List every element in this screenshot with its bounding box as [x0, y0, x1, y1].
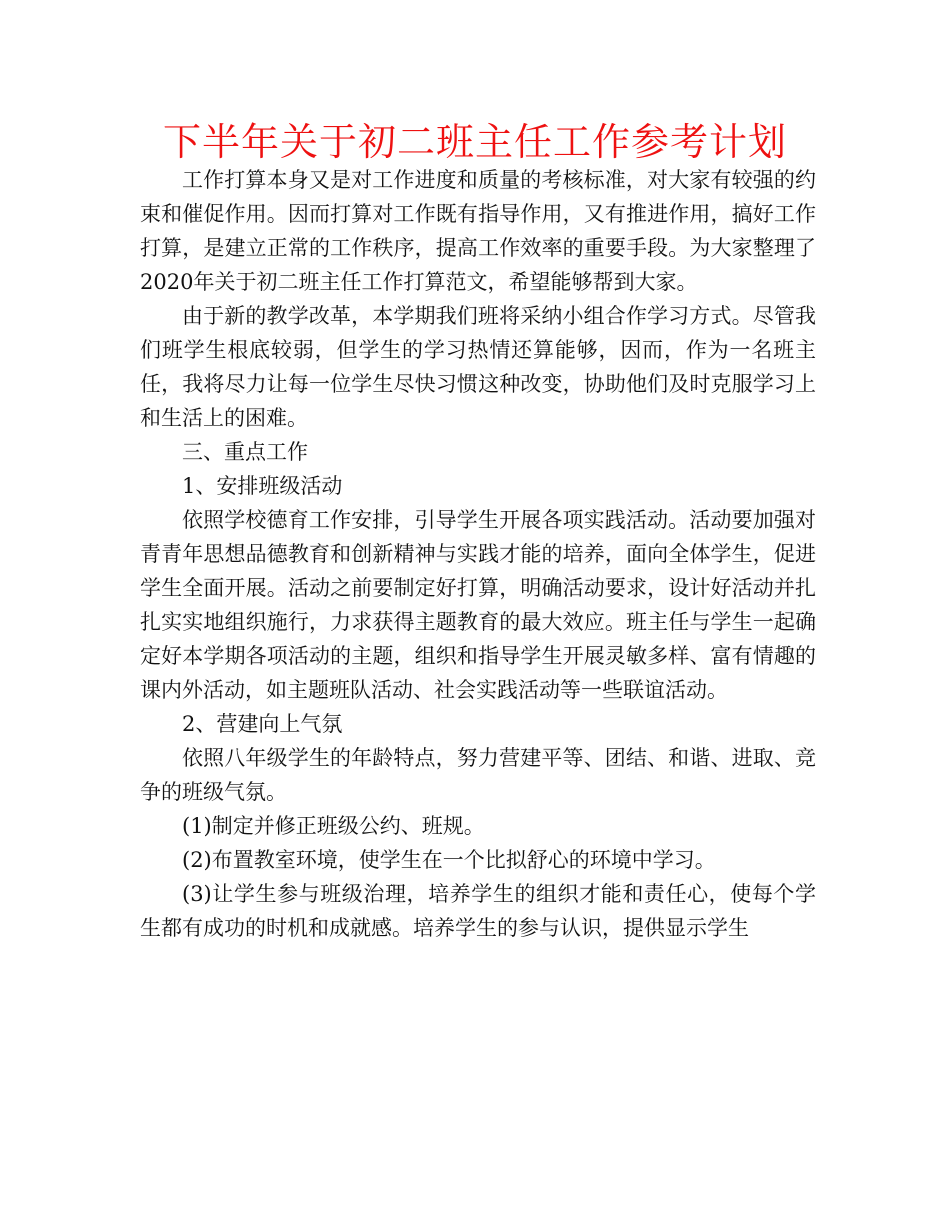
section-heading-key-work: 三、重点工作: [182, 440, 308, 464]
list-item-3: (3)让学生参与班级治理，培养学生的组织才能和责任心，使每个学生都有成功的时机和成就感。培养学生的参与认识，提供显示学生: [140, 882, 816, 940]
paragraph-background: 由于新的教学改革，本学期我们班将采纳小组合作学习方式。尽管我们班学生根底较弱，但学生的学习热情还算能够，因而，作为一名班主任，我将尽力让每一位学生尽快习惯这种改变，协助他们及时克服学习上和生活上的困难。: [140, 304, 816, 430]
subheading-class-activities: 1、安排班级活动: [182, 474, 343, 498]
document-body: [140, 163, 816, 945]
list-item-1: (1)制定并修正班级公约、班规。: [182, 814, 485, 838]
list-item-2: (2)布置教室环境，使学生在一个比拟舒心的环境中学习。: [182, 848, 716, 872]
paragraph-intro: 工作打算本身又是对工作进度和质量的考核标准，对大家有较强的约束和催促作用。因而打算对工作既有指导作用，又有推进作用，搞好工作打算，是建立正常的工作秩序，提高工作效率的重要手段。为大家整理了2020年关于初二班主任工作打算范文，希望能够帮到大家。: [140, 168, 816, 294]
subheading-atmosphere: 2、营建向上气氛: [182, 712, 343, 736]
paragraph-activities: 依照学校德育工作安排，引导学生开展各项实践活动。活动要加强对青青年思想品德教育和创新精神与实践才能的培养，面向全体学生，促进学生全面开展。活动之前要制定好打算，明确活动要求，设计好活动并扎扎实实地组织施行，力求获得主题教育的最大效应。班主任与学生一起确定好本学期各项活动的主题，组织和指导学生开展灵敏多样、富有情趣的课内外活动，如主题班队活动、社会实践活动等一些联谊活动。: [140, 508, 816, 702]
paragraph-atmosphere: 依照八年级学生的年龄特点，努力营建平等、团结、和谐、进取、竞争的班级气氛。: [140, 746, 816, 804]
document-title: 下半年关于初二班主任工作参考计划: [162, 120, 787, 164]
